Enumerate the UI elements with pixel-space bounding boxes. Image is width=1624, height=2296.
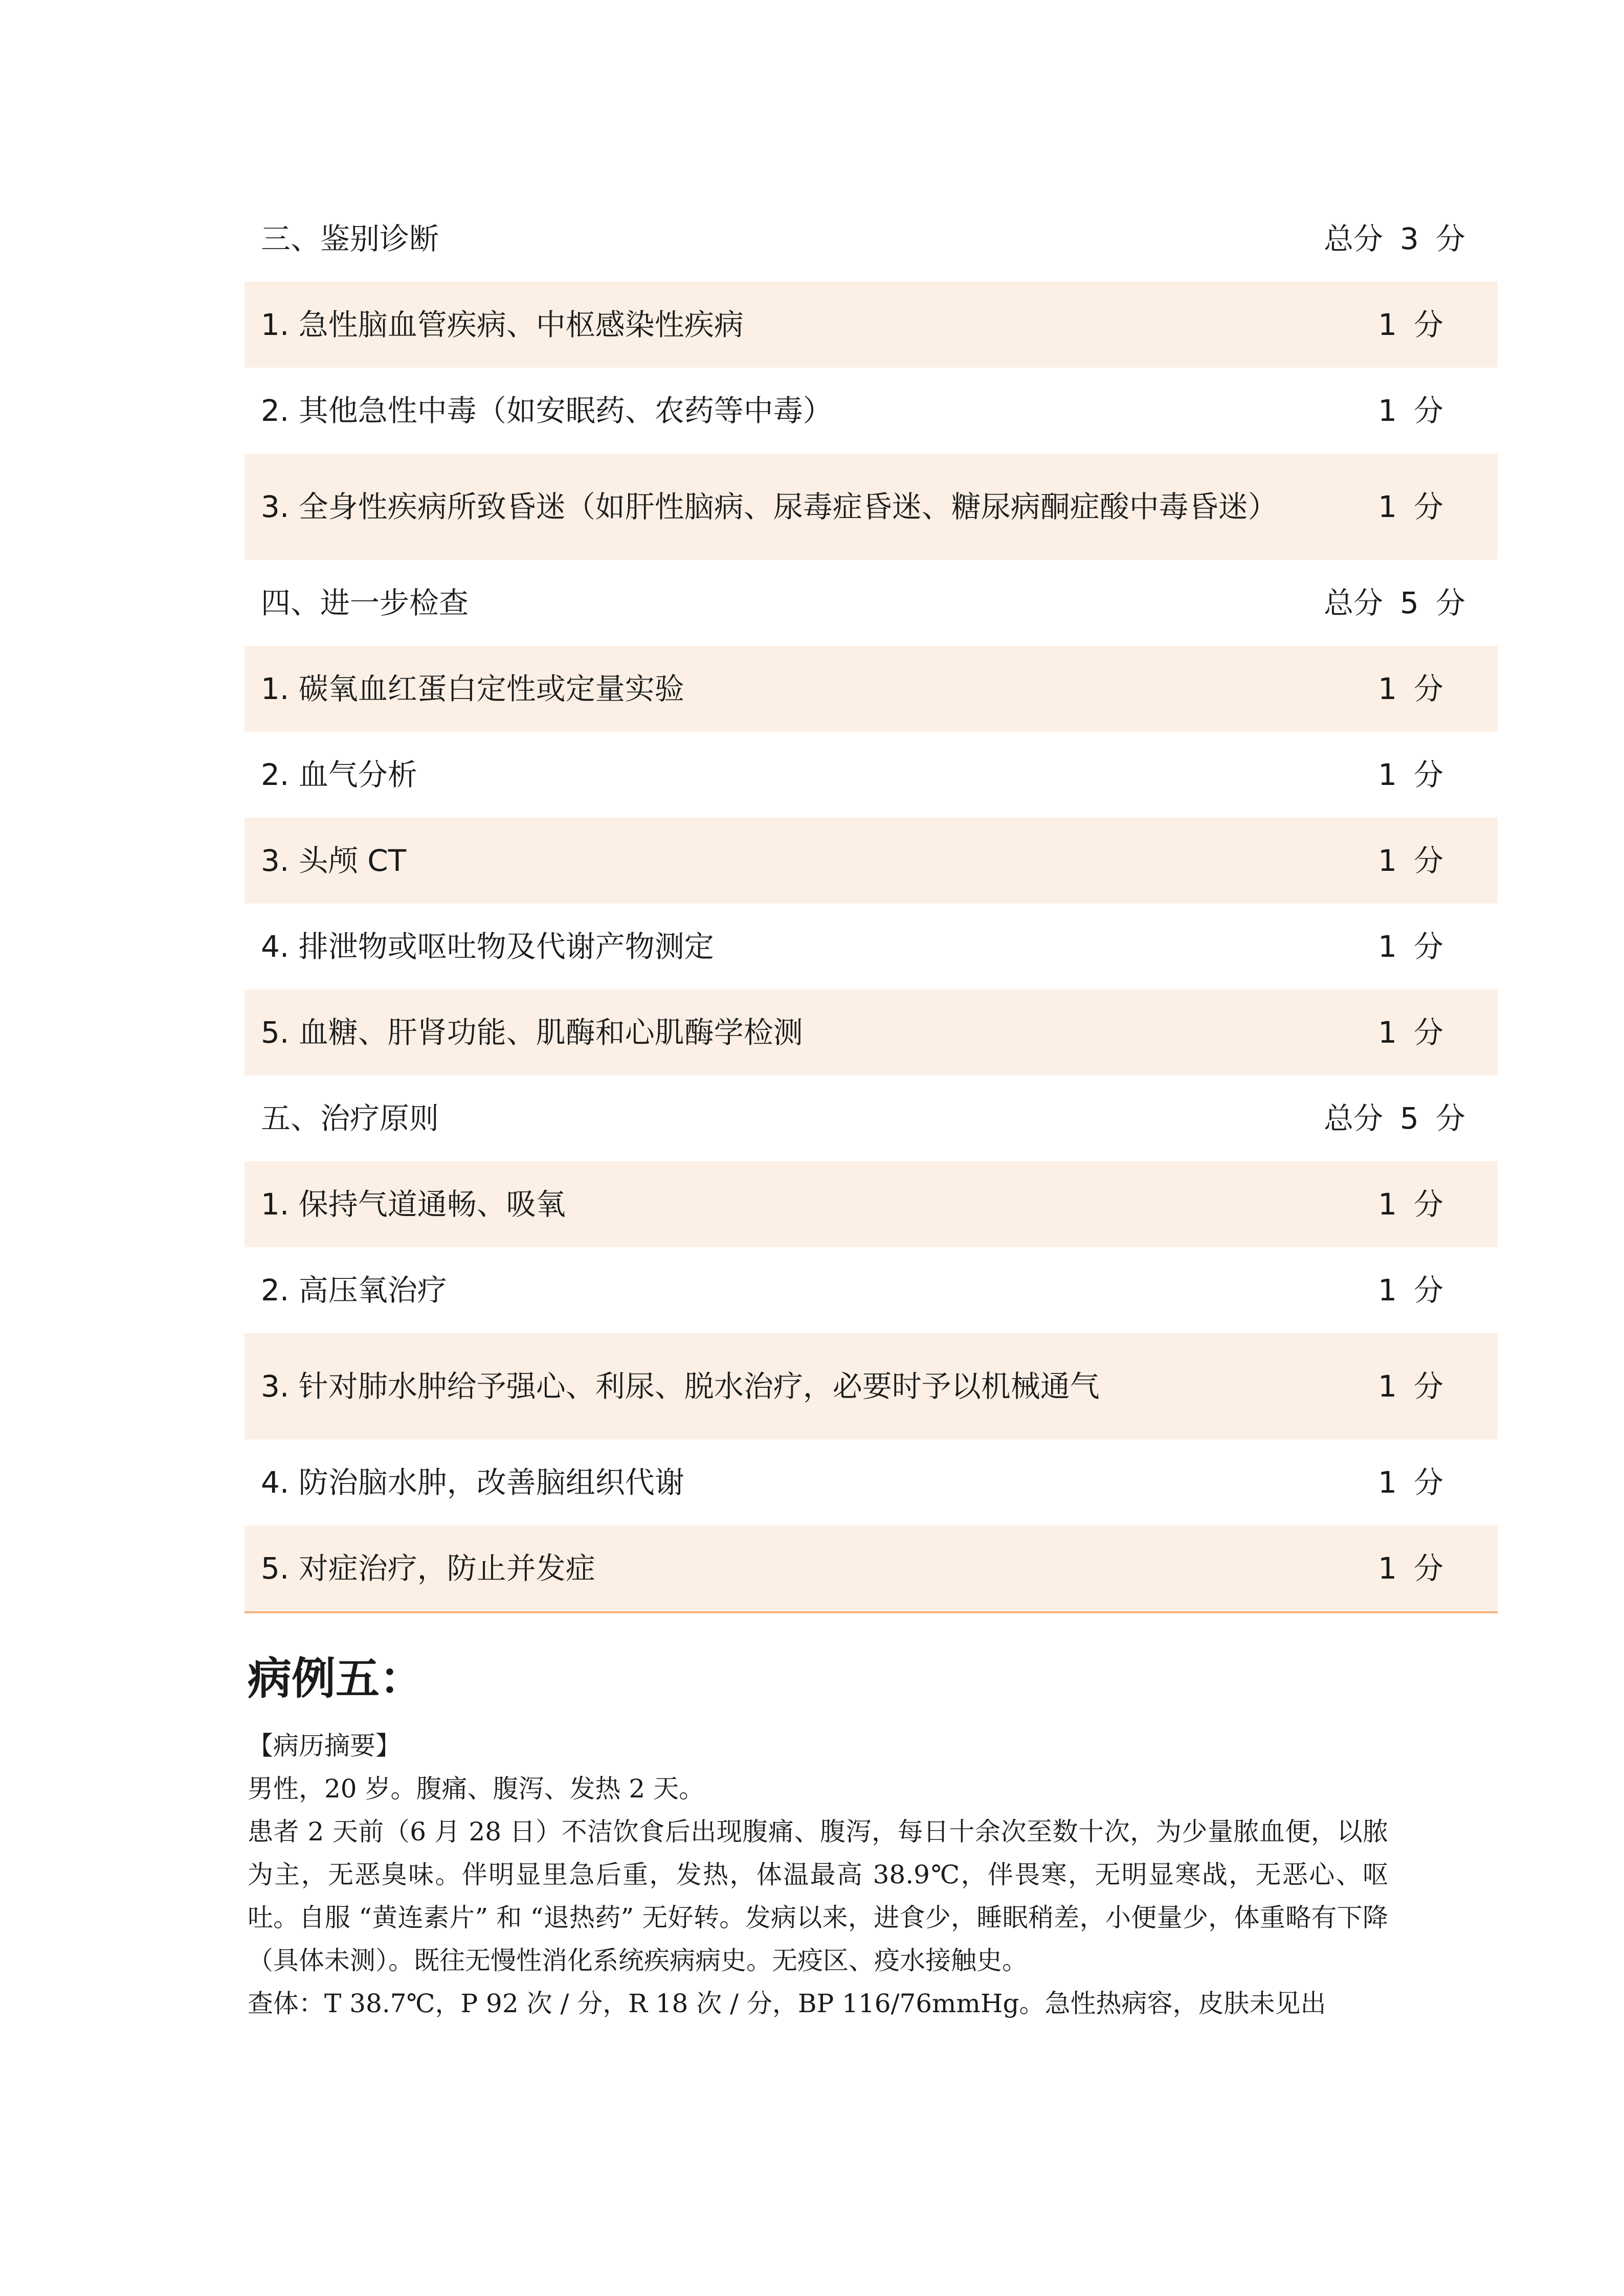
- section-total-score: 总分 5 分: [1324, 586, 1465, 620]
- summary-label: 【病历摘要】: [248, 1731, 401, 1761]
- item-text: 2. 高压氧治疗: [261, 1273, 447, 1308]
- item-score: 1 分: [1378, 757, 1443, 792]
- present-history: 患者 2 天前（6 月 28 日）不洁饮食后出现腹痛、腹泻，每日十余次至数十次，为少量脓血便，以脓为主，无恶臭味。伴明显里急后重，发热，体温最高 38.9℃，伴畏寒，无明显寒战，无恶心、呕吐。自服 “黄连素片” 和 “退热药” 无好转。发病以来，进食少，睡眠稍差，小便量少，体重略有下降（具体未测）。既往无慢性消化系统疾病病史。无疫区、疫水接触史。: [248, 1817, 1388, 1975]
- section-header-differential-diagnosis: [244, 196, 1498, 282]
- table-row: [244, 818, 1498, 904]
- item-text: 2. 血气分析: [261, 757, 417, 792]
- table-row: [244, 904, 1498, 989]
- item-score: 1 分: [1378, 1369, 1443, 1404]
- item-score: 1 分: [1378, 843, 1443, 878]
- table-row: [244, 1439, 1498, 1525]
- table-row: [244, 1161, 1498, 1247]
- item-score: 1 分: [1378, 307, 1443, 342]
- item-text: 2. 其他急性中毒（如安眠药、农药等中毒）: [261, 393, 833, 428]
- table-row: [244, 732, 1498, 818]
- section-header-treatment-principles: [244, 1075, 1498, 1161]
- item-text: 1. 保持气道通畅、吸氧: [261, 1187, 566, 1222]
- physical-exam: 查体：T 38.7℃，P 92 次 / 分，R 18 次 / 分，BP 116/76mmHg。急性热病容，皮肤未见出: [248, 1989, 1326, 2018]
- table-row: [244, 989, 1498, 1075]
- item-text: 1. 碳氧血红蛋白定性或定量实验: [261, 671, 684, 706]
- score-table: [244, 196, 1498, 1613]
- section-total-score: 总分 5 分: [1324, 1101, 1465, 1136]
- table-bottom-border: [244, 1611, 1498, 1613]
- item-text: 4. 排泄物或呕吐物及代谢产物测定: [261, 929, 714, 964]
- item-score: 1 分: [1378, 1015, 1443, 1050]
- item-text: 3. 头颅 CT: [261, 843, 407, 878]
- section-total-score: 总分 3 分: [1324, 221, 1465, 256]
- item-score: 1 分: [1378, 671, 1443, 706]
- table-row: [244, 282, 1498, 368]
- item-text: 3. 全身性疾病所致昏迷（如肝性脑病、尿毒症昏迷、糖尿病酮症酸中毒昏迷）: [261, 489, 1278, 524]
- item-text: 5. 血糖、肝肾功能、肌酶和心肌酶学检测: [261, 1015, 803, 1050]
- item-score: 1 分: [1378, 1465, 1443, 1500]
- table-row: [244, 1333, 1498, 1439]
- section-header-further-examination: [244, 560, 1498, 646]
- table-row: [244, 646, 1498, 732]
- item-score: 1 分: [1378, 929, 1443, 964]
- case-five: [248, 1653, 1388, 2025]
- table-row: [244, 454, 1498, 560]
- item-score: 1 分: [1378, 1551, 1443, 1586]
- section-title: 五、治疗原则: [261, 1101, 439, 1136]
- table-row: [244, 1247, 1498, 1333]
- item-score: 1 分: [1378, 489, 1443, 524]
- table-row: [244, 1525, 1498, 1611]
- item-text: 3. 针对肺水肿给予强心、利尿、脱水治疗，必要时予以机械通气: [261, 1369, 1100, 1404]
- item-text: 5. 对症治疗，防止并发症: [261, 1551, 595, 1586]
- chief-complaint: 男性，20 岁。腹痛、腹泻、发热 2 天。: [248, 1774, 705, 1804]
- item-text: 4. 防治脑水肿，改善脑组织代谢: [261, 1465, 684, 1500]
- item-score: 1 分: [1378, 1187, 1443, 1222]
- section-title: 三、鉴别诊断: [261, 221, 439, 256]
- case-title: 病例五：: [248, 1653, 424, 1704]
- item-score: 1 分: [1378, 1273, 1443, 1308]
- section-title: 四、进一步检查: [261, 586, 469, 620]
- item-text: 1. 急性脑血管疾病、中枢感染性疾病: [261, 307, 744, 342]
- item-score: 1 分: [1378, 393, 1443, 428]
- table-row: [244, 368, 1498, 454]
